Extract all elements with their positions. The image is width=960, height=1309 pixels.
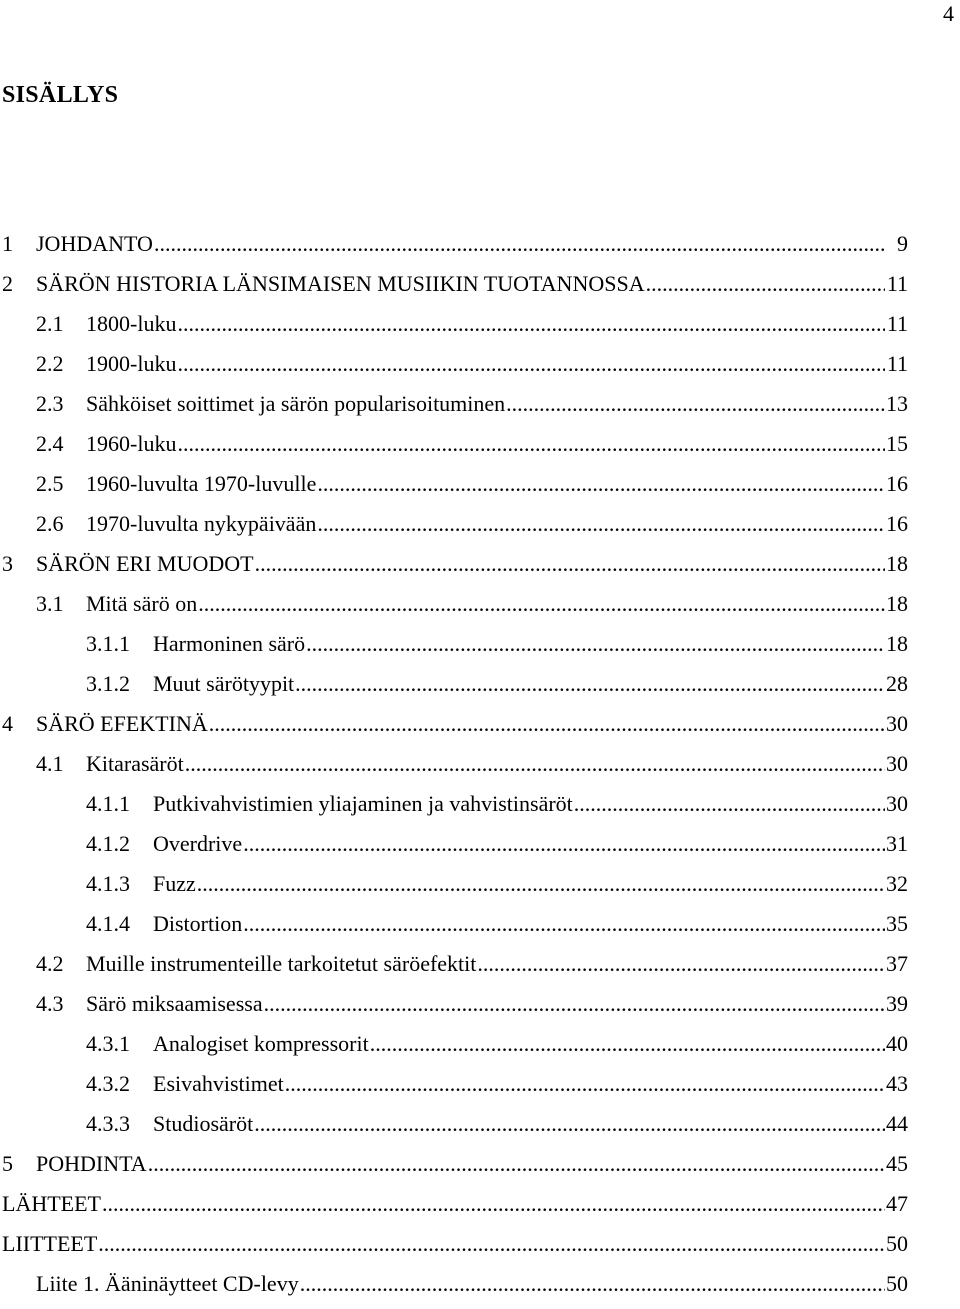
toc-entry[interactable] [0, 549, 908, 589]
toc-entry[interactable] [0, 269, 908, 309]
toc-entry-page: 35 [886, 911, 908, 936]
toc-entry[interactable] [0, 869, 908, 909]
toc-entry[interactable] [0, 749, 908, 789]
toc-entry[interactable] [0, 1109, 908, 1149]
toc-entry-label: Muut särötyypit [153, 671, 295, 696]
dot-leader [264, 989, 885, 1019]
dot-leader [295, 669, 885, 699]
toc-entry[interactable] [0, 309, 908, 349]
toc-entry-number: 4.3.2 [86, 1071, 130, 1096]
toc-entry[interactable] [0, 1069, 908, 1109]
toc-entry[interactable] [0, 509, 908, 549]
dot-leader [243, 829, 885, 859]
toc-entry[interactable] [0, 1229, 908, 1269]
toc-entry[interactable] [0, 949, 908, 989]
toc-entry-page: 47 [886, 1191, 908, 1216]
dot-leader [285, 1069, 885, 1099]
toc-entry-number: 4.1.1 [86, 791, 130, 816]
toc-entry-number: 4 [2, 711, 13, 736]
dot-leader [243, 909, 885, 939]
dot-leader [506, 389, 885, 419]
page-title: SISÄLLYS [2, 82, 119, 108]
toc-entry[interactable] [0, 589, 908, 629]
toc-entry-label: 1960-luvulta 1970-luvulle [86, 471, 317, 496]
dot-leader [255, 549, 885, 579]
toc-entry-label: Overdrive [153, 831, 243, 856]
dot-leader [102, 1189, 885, 1219]
dot-leader [177, 309, 885, 339]
toc-entry-label: Liite 1. Ääninäytteet CD-levy [36, 1271, 299, 1296]
toc-entry-number: 2.2 [36, 351, 64, 376]
dot-leader [306, 629, 885, 659]
toc-entry-page: 18 [886, 631, 908, 656]
toc-entry-page: 31 [886, 831, 908, 856]
toc-entry-number: 2.6 [36, 511, 64, 536]
toc-entry-number: 4.1.3 [86, 871, 130, 896]
toc-entry-label: LIITTEET [2, 1231, 98, 1256]
dot-leader [197, 869, 885, 899]
toc-entry[interactable] [0, 429, 908, 469]
toc-entry-label: JOHDANTO [36, 231, 153, 256]
toc-entry-number: 4.3.1 [86, 1031, 130, 1056]
toc-entry-page: 44 [886, 1111, 908, 1136]
toc-entry-page: 40 [886, 1031, 908, 1056]
dot-leader [98, 1229, 885, 1259]
toc-entry[interactable] [0, 1189, 908, 1229]
toc-entry-label: 1970-luvulta nykypäivään [86, 511, 317, 536]
toc-entry[interactable] [0, 669, 908, 709]
toc-entry-page: 30 [886, 791, 908, 816]
dot-leader [317, 469, 885, 499]
toc-entry-page: 16 [886, 471, 908, 496]
toc-entry-number: 4.1.4 [86, 911, 130, 936]
toc-entry[interactable] [0, 229, 908, 269]
toc-entry[interactable] [0, 389, 908, 429]
toc-entry-number: 2 [2, 271, 13, 296]
toc-entry-label: 1900-luku [86, 351, 177, 376]
toc-entry-label: POHDINTA [36, 1151, 147, 1176]
dot-leader [370, 1029, 885, 1059]
toc-entry-page: 50 [886, 1231, 908, 1256]
toc-entry-label: SÄRÖ EFEKTINÄ [36, 711, 208, 736]
dot-leader [477, 949, 885, 979]
toc-entry[interactable] [0, 989, 908, 1029]
toc-entry-label: Muille instrumenteille tarkoitetut säröefektit [86, 951, 477, 976]
toc-entry-number: 2.3 [36, 391, 64, 416]
toc-entry-label: 1800-luku [86, 311, 177, 336]
toc-entry-number: 4.1 [36, 751, 64, 776]
toc-entry-page: 32 [886, 871, 908, 896]
dot-leader [148, 1149, 885, 1179]
toc-entry-number: 3.1.1 [86, 631, 130, 656]
toc-entry-label: Särö miksaamisessa [86, 991, 263, 1016]
toc-entry-label: Kitarasäröt [86, 751, 184, 776]
toc-entry-label: SÄRÖN ERI MUODOT [36, 551, 254, 576]
toc-entry[interactable] [0, 349, 908, 389]
toc-entry-page: 39 [886, 991, 908, 1016]
toc-entry-page: 30 [886, 751, 908, 776]
toc-entry-label: Mitä särö on [86, 591, 198, 616]
toc-entry[interactable] [0, 1149, 908, 1189]
dot-leader [198, 589, 885, 619]
toc-entry-label: Sähköiset soittimet ja särön popularisoituminen [86, 391, 506, 416]
toc-entry-page: 11 [886, 311, 908, 336]
toc-entry-number: 3 [2, 551, 13, 576]
dot-leader [254, 1109, 885, 1139]
toc-entry-label: 1960-luku [86, 431, 177, 456]
toc-entry-label: Studiosäröt [153, 1111, 254, 1136]
dot-leader [574, 789, 885, 819]
toc-entry-page: 45 [886, 1151, 908, 1176]
dot-leader [646, 269, 885, 299]
toc-entry-label: Analogiset kompressorit [153, 1031, 369, 1056]
toc-entry[interactable] [0, 709, 908, 749]
toc-entry-number: 2.5 [36, 471, 64, 496]
toc-entry-page: 15 [886, 431, 908, 456]
toc-entry-page: 11 [886, 351, 908, 376]
toc-entry-number: 4.3.3 [86, 1111, 130, 1136]
dot-leader [154, 229, 885, 259]
toc-entry[interactable] [0, 629, 908, 669]
toc-entry-page: 16 [886, 511, 908, 536]
toc-entry-page: 9 [897, 231, 908, 256]
page-number: 4 [943, 1, 954, 26]
dot-leader [209, 709, 885, 739]
toc-entry-page: 50 [886, 1271, 908, 1296]
toc-entry-page: 13 [886, 391, 908, 416]
toc-entry-number: 4.1.2 [86, 831, 130, 856]
toc-entry[interactable] [0, 829, 908, 869]
toc-entry-number: 1 [2, 231, 13, 256]
toc-entry-label: Esivahvistimet [153, 1071, 284, 1096]
table-of-contents [0, 229, 908, 1309]
dot-leader [317, 509, 885, 539]
toc-entry-label: Fuzz [153, 871, 196, 896]
dot-leader [185, 749, 885, 779]
toc-entry-page: 28 [886, 671, 908, 696]
toc-entry-number: 4.3 [36, 991, 64, 1016]
toc-entry-page: 18 [886, 551, 908, 576]
toc-entry-page: 37 [886, 951, 908, 976]
toc-entry-number: 3.1 [36, 591, 64, 616]
toc-entry-number: 2.1 [36, 311, 64, 336]
toc-entry-page: 30 [886, 711, 908, 736]
toc-entry-label: SÄRÖN HISTORIA LÄNSIMAISEN MUSIIKIN TUOTANNOSSA [36, 271, 645, 296]
toc-entry[interactable] [0, 909, 908, 949]
toc-entry[interactable] [0, 469, 908, 509]
toc-entry[interactable] [0, 789, 908, 829]
toc-entry-number: 4.2 [36, 951, 64, 976]
toc-entry-page: 43 [886, 1071, 908, 1096]
dot-leader [177, 349, 885, 379]
toc-entry-number: 5 [2, 1151, 13, 1176]
toc-entry-number: 3.1.2 [86, 671, 130, 696]
toc-entry-label: Harmoninen särö [153, 631, 306, 656]
toc-entry-page: 18 [886, 591, 908, 616]
toc-entry-label: Distortion [153, 911, 243, 936]
toc-entry-label: LÄHTEET [2, 1191, 101, 1216]
toc-entry[interactable] [0, 1029, 908, 1069]
toc-entry-number: 2.4 [36, 431, 64, 456]
toc-entry[interactable] [0, 1269, 908, 1309]
dot-leader [177, 429, 885, 459]
toc-entry-page: 11 [886, 271, 908, 296]
toc-entry-label: Putkivahvistimien yliajaminen ja vahvistinsäröt [153, 791, 573, 816]
